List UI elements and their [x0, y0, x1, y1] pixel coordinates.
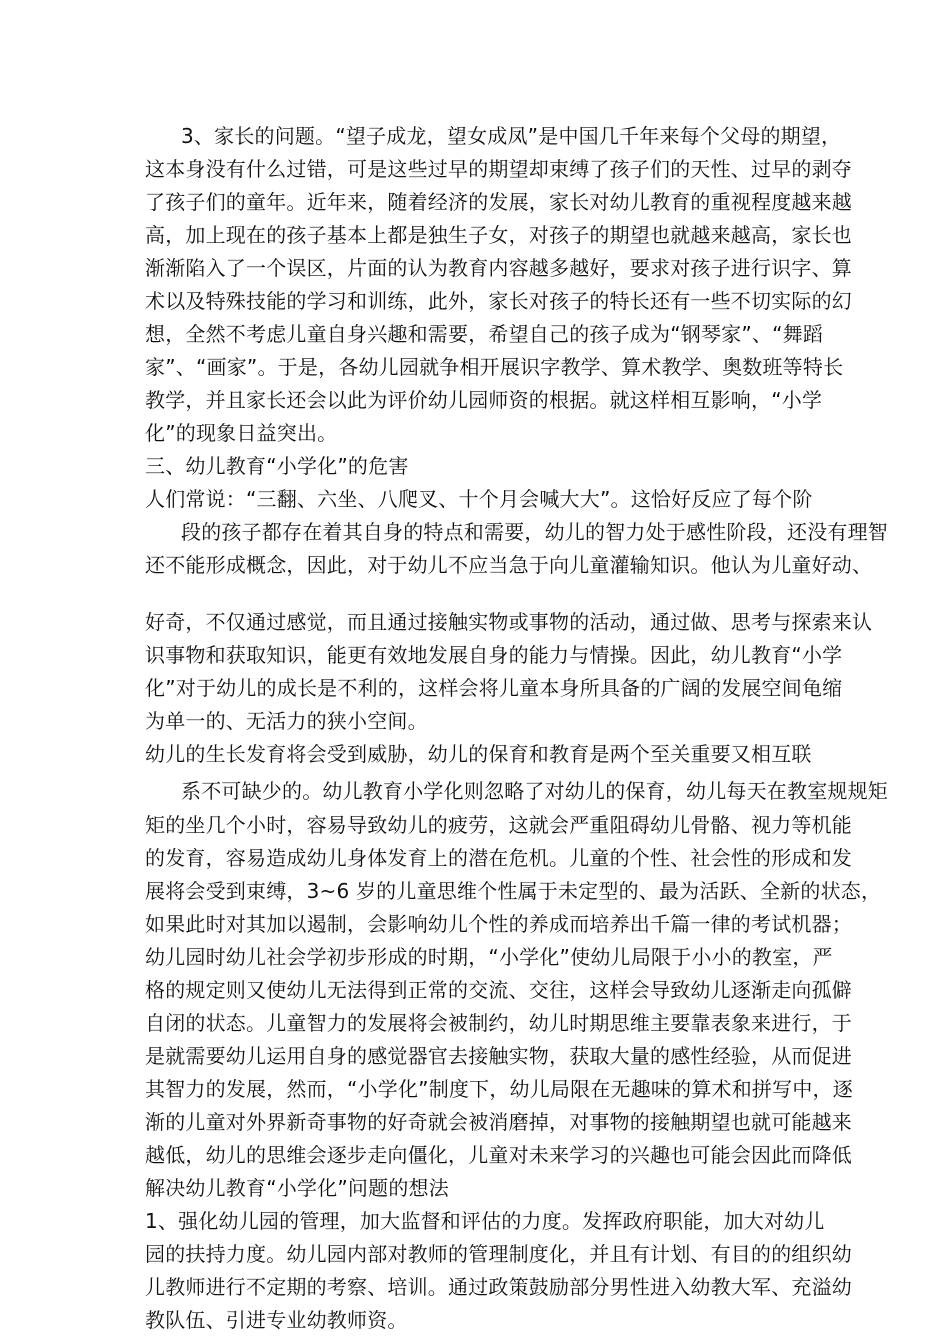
text-line: 三、幼儿教育“小学化”的危害 [145, 454, 409, 478]
text-line: 的发育，容易造成幼儿身体发育上的潜在危机。儿童的个性、社会性的形成和发 [145, 846, 852, 870]
text-line: 了孩子们的童年。近年来，随着经济的发展，家长对幼儿教育的重视程度越来越 [145, 190, 852, 214]
text-line: 园的扶持力度。幼儿园内部对教师的管理制度化，并且有计划、有目的的组织幼 [145, 1242, 852, 1266]
text-line: 其智力的发展，然而，“小学化”制度下，幼儿局限在无趣味的算术和拼写中，逐 [145, 1077, 853, 1101]
text-line: 化”的现象日益突出。 [145, 421, 338, 445]
text-line: 越低，幼儿的思维会逐步走向僵化，儿童对未来学习的兴趣也可能会因此而降低 [145, 1143, 852, 1167]
text-line: 系不可缺少的。幼儿教育小学化则忽略了对幼儿的保育，幼儿每天在教室规规矩 [181, 779, 888, 803]
text-line: 好奇，不仅通过感觉，而且通过接触实物或事物的活动，通过做、思考与探索来认 [145, 610, 873, 634]
text-line: 自闭的状态。儿童智力的发展将会被制约，幼儿时期思维主要靠表象来进行，于 [145, 1011, 852, 1035]
text-line: 展将会受到束缚，3~6 岁的儿童思维个性属于未定型的、最为活跃、全新的状态， [145, 879, 882, 903]
text-line: 是就需要幼儿运用自身的感觉器官去接触实物，获取大量的感性经验，从而促进 [145, 1044, 852, 1068]
text-line: 高，加上现在的孩子基本上都是独生子女，对孩子的期望也就越来越高，家长也 [145, 223, 852, 247]
text-line: 幼儿的生长发育将会受到威胁，幼儿的保育和教育是两个至关重要又相互联 [145, 742, 812, 766]
text-line: 这本身没有什么过错，可是这些过早的期望却束缚了孩子们的天性、过早的剥夺 [145, 157, 852, 181]
text-line: 想，全然不考虑儿童自身兴趣和需要，希望自己的孩子成为“钢琴家”、“舞蹈 [145, 322, 824, 346]
text-line: 渐渐陷入了一个误区，片面的认为教育内容越多越好，要求对孩子进行识字、算 [145, 256, 852, 280]
text-line: 格的规定则又使幼儿无法得到正常的交流、交往，这样会导致幼儿逐渐走向孤僻 [145, 978, 852, 1002]
text-line: 3、家长的问题。“望子成龙，望女成凤”是中国几千年来每个父母的期望， [181, 124, 842, 148]
text-line: 教队伍、引进专业幼教师资。 [145, 1308, 408, 1332]
text-line: 儿教师进行不定期的考察、培训。通过政策鼓励部分男性进入幼教大军、充溢幼 [145, 1275, 852, 1299]
text-line: 渐的儿童对外界新奇事物的好奇就会被消磨掉，对事物的接触期望也就可能越来 [145, 1110, 852, 1134]
text-line: 术以及特殊技能的学习和训练，此外，家长对孩子的特长还有一些不切实际的幻 [145, 289, 852, 313]
text-line: 为单一的、无活力的狭小空间。 [145, 709, 428, 733]
text-line: 识事物和获取知识，能更有效地发展自身的能力与情操。因此，幼儿教育“小学 [145, 643, 843, 667]
text-line: 1、强化幼儿园的管理，加大监督和评估的力度。发挥政府职能，加大对幼儿 [145, 1209, 825, 1233]
text-line: 还不能形成概念，因此，对于幼儿不应当急于向儿童灌输知识。他认为儿童好动、 [145, 553, 873, 577]
text-line: 解决幼儿教育“小学化”问题的想法 [145, 1176, 449, 1200]
text-line: 教学，并且家长还会以此为评价幼儿园师资的根据。就这样相互影响，“小学 [145, 388, 823, 412]
text-line: 如果此时对其加以遏制，会影响幼儿个性的养成而培养出千篇一律的考试机器； [145, 912, 852, 936]
text-line: 化”对于幼儿的成长是不利的，这样会将儿童本身所具备的广阔的发展空间龟缩 [145, 676, 843, 700]
text-line: 幼儿园时幼儿社会学初步形成的时期，“小学化”使幼儿局限于小小的教室，严 [145, 945, 833, 969]
text-line: 家”、“画家”。于是，各幼儿园就争相开展识字教学、算术教学、奥数班等特长 [145, 355, 844, 379]
text-line: 段的孩子都存在着其自身的特点和需要，幼儿的智力处于感性阶段，还没有理智 [181, 520, 888, 544]
text-line: 矩的坐几个小时，容易导致幼儿的疲劳，这就会严重阻碍幼儿骨骼、视力等机能 [145, 813, 852, 837]
section-heading: 人们常说：“三翻、六坐、八爬叉、十个月会喊大大”。这恰好反应了每个阶 [145, 487, 813, 511]
